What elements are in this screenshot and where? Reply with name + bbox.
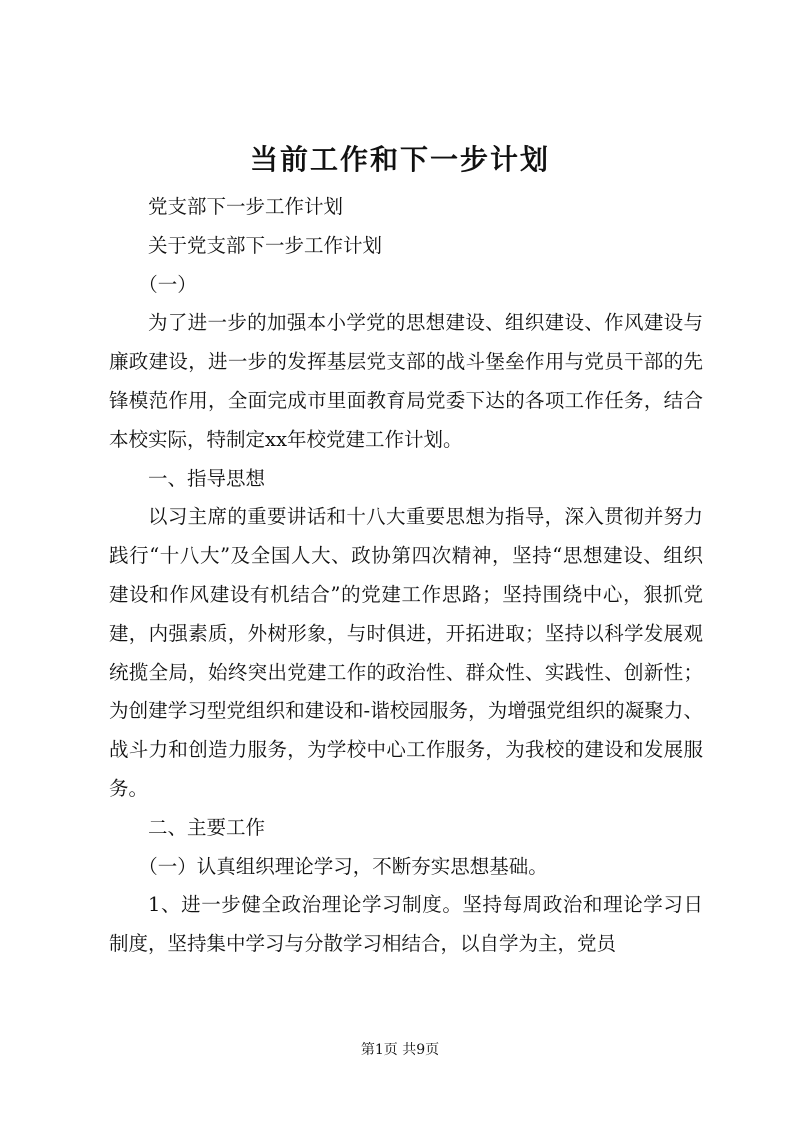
paragraph-subtitle-1: 党支部下一步工作计划	[148, 195, 344, 218]
heading-main-work: 二、主要工作	[148, 815, 266, 839]
paragraph-item-1: 1、进一步健全政治理论学习制度。坚持每周政治和理论学习日制度，坚持集中学习与分散学习相结合，以自学为主，党员	[109, 893, 703, 956]
paragraph-section-marker: （一）	[138, 272, 197, 296]
subheading-theory-study: （一）认真组织理论学习，不断夯实思想基础。	[138, 854, 548, 878]
heading-guiding-ideology: 一、指导思想	[148, 466, 266, 490]
paragraph-subtitle-2: 关于党支部下一步工作计划	[148, 233, 383, 257]
paragraph-intro: 为了进一步的加强本小学党的思想建设、组织建设、作风建设与廉政建设，进一步的发挥基层党支部的战斗堡垒作用与党员干部的先锋模范作用，全面完成市里面教育局党委下达的各项工作任务，结合本校实际，特制定xx年校党建工作计划。	[109, 311, 703, 451]
document-title: 当前工作和下一步计划	[249, 143, 550, 176]
document-body	[109, 188, 703, 964]
paragraph-guiding-ideology: 以习主席的重要讲话和十八大重要思想为指导，深入贯彻并努力践行“十八大”及全国人大、政协第四次精神，坚持“思想建设、组织建设和作风建设有机结合”的党建工作思路；坚持围绕中心，狠抓党建，内强素质，外树形象，与时俱进，开拓进取；坚持以科学发展观统揽全局，始终突出党建工作的政治性、群众性、实践性、创新性；为创建学习型党组织和建设和-谐校园服务，为增强党组织的凝聚力、战斗力和创造力服务，为学校中心工作服务，为我校的建设和发展服务。	[109, 505, 703, 800]
page-footer: 第1页 共9页	[360, 1042, 440, 1058]
